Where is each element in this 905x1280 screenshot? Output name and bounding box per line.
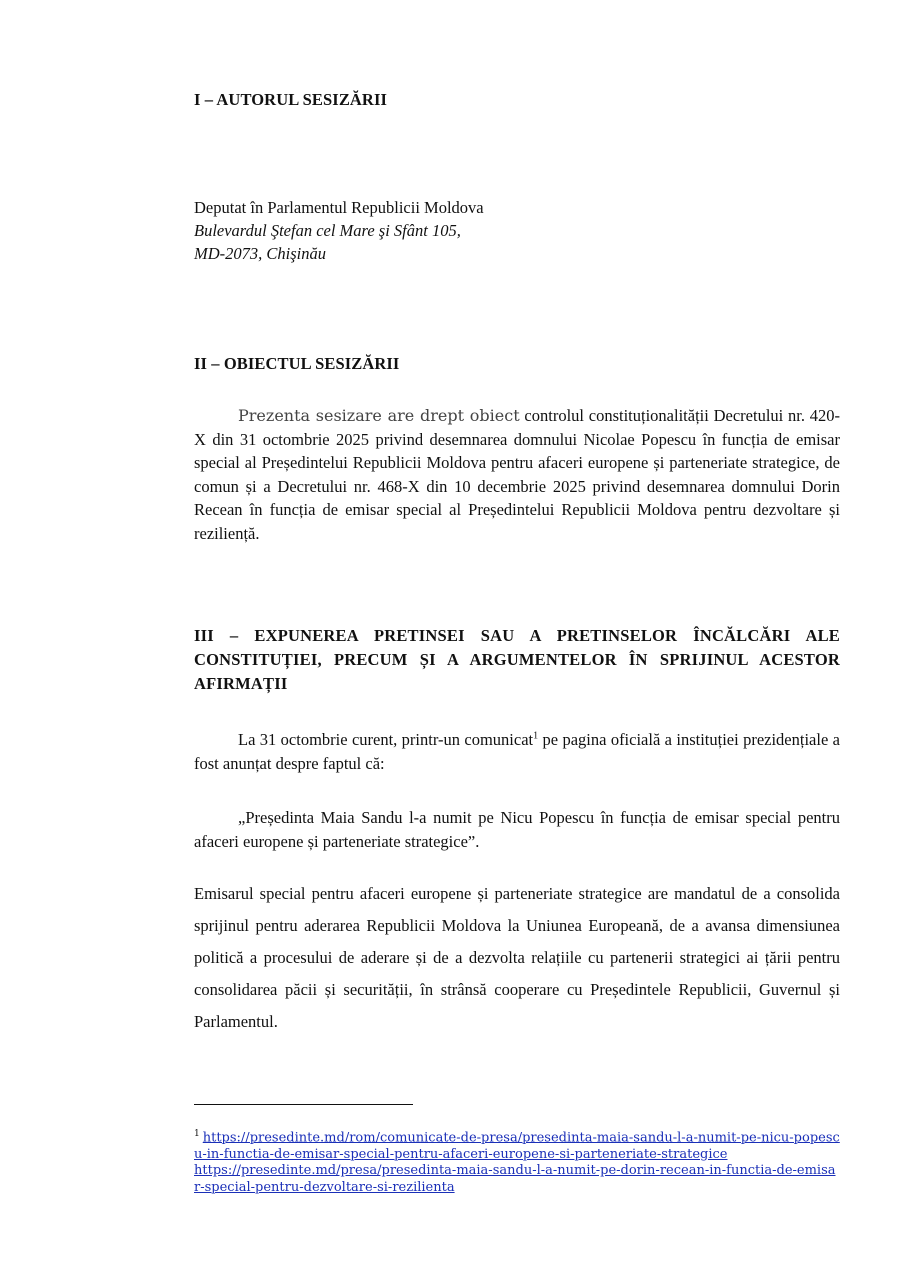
address-line-2: MD-2073, Chişinău xyxy=(194,244,326,263)
footnote-block xyxy=(194,1126,840,1196)
footnote-link-2[interactable]: https://presedinte.md/presa/presedinta-maia-sandu-l-a-numit-pe-dorin-recean-in-functia-de-emisar-special-pentru-dezvoltare-si-rezilienta xyxy=(194,1163,836,1195)
communique-text-start: La 31 octombrie curent, printr-un comunicat xyxy=(238,730,534,749)
communique-paragraph xyxy=(194,728,840,775)
author-block xyxy=(194,196,840,265)
section-1-heading: I – AUTORUL SESIZĂRII xyxy=(194,90,387,109)
footnote-reference[interactable]: 1 xyxy=(533,730,539,742)
footnote-link-1[interactable]: https://presedinte.md/rom/comunicate-de-presa/presedinta-maia-sandu-l-a-numit-pe-nicu-popescu-in-functia-de-emisar-special-pentru-afaceri-europene-si-parteneriate-strategice xyxy=(194,1130,840,1162)
object-lead-phrase: Prezenta sesizare are drept obiect xyxy=(238,406,520,425)
object-body: controlul constituționalității Decretului nr. 420-X din 31 octombrie 2025 privind desemnarea domnului Nicolae Popescu în funcția de emisar special al Președintelui Republicii Moldova pentru afaceri europene și parteneriate strategice, de comun și a Decretului nr. 468-X din 10 decembrie 2025 privind desemnarea domnului Dorin Recean în funcția de emisar special al Președintelui Republicii Moldova pentru dezvoltare și reziliență. xyxy=(194,406,840,543)
quote-paragraph: „Președinta Maia Sandu l-a numit pe Nicu Popescu în funcția de emisar special pentru afaceri europene și parteneriate strategice”. xyxy=(194,808,840,851)
address-line-1: Bulevardul Ştefan cel Mare şi Sfânt 105, xyxy=(194,221,461,240)
mandate-paragraph: Emisarul special pentru afaceri europene și parteneriate strategice are mandatul de a consolida sprijinul pentru aderarea Republicii Moldova la Uniunea Europeană, de a avansa dimensiunea politică a procesului de aderare și de a dezvolta relațiile cu partenerii strategici ai țării pentru consolidarea păcii și securității, în strânsă cooperare cu Președintele Republicii, Guvernul și Parlamentul. xyxy=(194,884,840,1031)
section-2-heading: II – OBIECTUL SESIZĂRII xyxy=(194,354,400,373)
footnote-separator xyxy=(194,1104,413,1105)
object-paragraph xyxy=(194,404,840,545)
communique-text-end: pe pagina oficială a instituției prezidențiale a fost anunțat despre faptul că: xyxy=(194,730,840,773)
footnote-number: 1 xyxy=(194,1129,200,1139)
author-title: Deputat în Parlamentul Republicii Moldova xyxy=(194,198,484,217)
section-3-heading: III – EXPUNEREA PRETINSEI SAU A PRETINSELOR ÎNCĂLCĂRI ALE CONSTITUȚIEI, PRECUM ȘI A ARGUMENTELOR ÎN SPRIJINUL ACESTOR AFIRMAȚII xyxy=(194,626,840,693)
